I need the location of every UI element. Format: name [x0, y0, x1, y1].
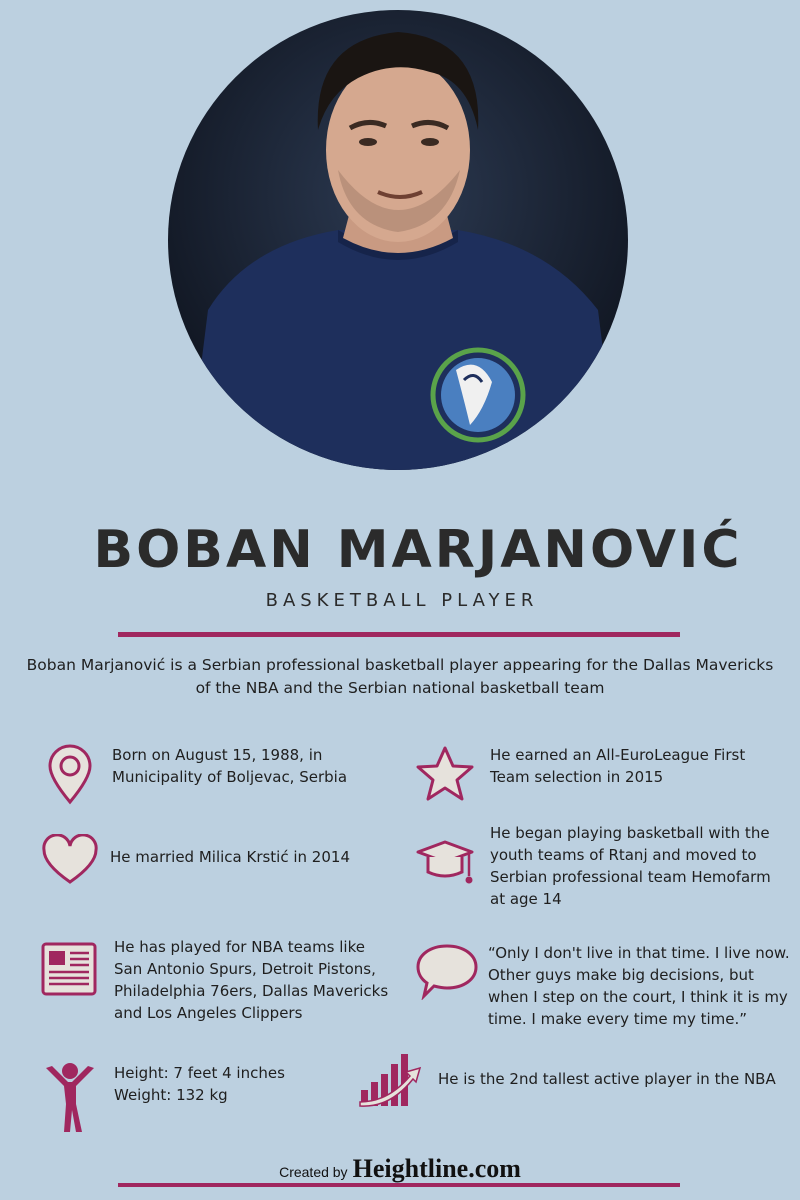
- credit-label: Created by: [279, 1164, 348, 1180]
- intro-line-1: Boban Marjanović is a Serbian professional basketball player appearing for the Dallas Mavericks: [26, 656, 774, 674]
- fact-career-line-2: youth teams of Rtanj and moved to: [490, 846, 757, 864]
- fact-tallest-line-1: He is the 2nd tallest active player in the NBA: [438, 1070, 776, 1088]
- fact-teams-line-1: He has played for NBA teams like: [114, 938, 365, 956]
- fact-euroleague-line-1: He earned an All-EuroLeague First: [490, 746, 746, 764]
- fact-teams-line-4: and Los Angeles Clippers: [114, 1004, 303, 1022]
- fact-quote-line-1: “Only I don't live in that time. I live now.: [488, 944, 790, 962]
- player-portrait: [168, 10, 628, 470]
- bottom-divider: [118, 1183, 680, 1187]
- fact-height: Height: 7 feet 4 inches: [114, 1064, 285, 1082]
- fact-married-line-1: He married Milica Krstić in 2014: [110, 848, 350, 866]
- fact-teams-line-2: San Antonio Spurs, Detroit Pistons,: [114, 960, 376, 978]
- fact-quote-line-4: time. I make every time my time.”: [488, 1010, 748, 1028]
- graduation-cap-icon: [414, 822, 478, 898]
- fact-quote-line-3: when I step on the court, I think it is my: [488, 988, 788, 1006]
- intro-line-2: of the NBA and the Serbian national basketball team: [195, 679, 605, 697]
- player-role: BASKETBALL PLAYER: [265, 590, 539, 611]
- location-pin-icon: [44, 744, 96, 810]
- fact-married: [40, 834, 350, 890]
- top-divider: [118, 632, 680, 637]
- fact-birth-line-2: Municipality of Boljevac, Serbia: [112, 768, 348, 786]
- heart-icon: [40, 834, 102, 890]
- newspaper-icon: [40, 936, 100, 1002]
- fact-teams: [40, 936, 388, 1024]
- fact-career: [414, 822, 771, 910]
- growth-chart-icon: [358, 1046, 424, 1112]
- fact-career-line-3: Serbian professional team Hemofarm: [490, 868, 771, 886]
- fact-euroleague-line-2: Team selection in 2015: [490, 768, 664, 786]
- intro-text: [0, 654, 800, 700]
- brand-logo[interactable]: Heightline.com: [352, 1154, 521, 1183]
- fact-career-line-1: He began playing basketball with the: [490, 824, 770, 842]
- person-icon: [42, 1060, 100, 1140]
- fact-body: [42, 1060, 285, 1140]
- fact-birth: [44, 744, 347, 810]
- credit: [0, 1154, 800, 1184]
- fact-quote-line-2: Other guys make big decisions, but: [488, 966, 754, 984]
- speech-bubble-icon: [414, 942, 480, 1004]
- fact-euroleague: [414, 744, 745, 808]
- fact-weight: Weight: 132 kg: [114, 1086, 228, 1104]
- player-name: BOBAN MARJANOVIĆ: [93, 520, 743, 580]
- fact-teams-line-3: Philadelphia 76ers, Dallas Mavericks: [114, 982, 389, 1000]
- fact-quote: [414, 942, 790, 1030]
- fact-tallest: [358, 1046, 776, 1112]
- fact-birth-line-1: Born on August 15, 1988, in: [112, 746, 323, 764]
- star-icon: [414, 744, 478, 808]
- fact-career-line-4: at age 14: [490, 890, 562, 908]
